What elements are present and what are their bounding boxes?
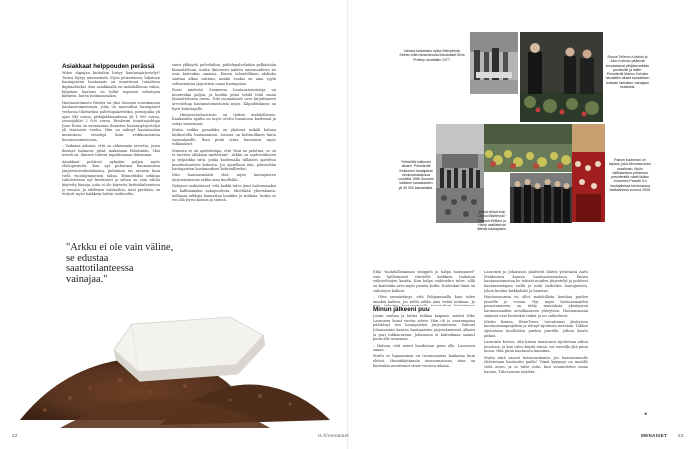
right-section-heading: Minun jälkeeni puu: [373, 306, 430, 313]
paragraph: Hautaustoimisto Rissler on yksi Suomen suurimmista hautaustoimistoista, joka on muotoiltut hautajaiset verkossa tilattaviksi palvelupaketteiksi, perusjuhla yli ajan 949 euroa, pitkäjulkisuudessa yli 1 000 euroa, tanssijuhlat 2 000 euroa. Rissleriin toimitusjohtaja Jussi Rossi on seuraannut ihmisten hautausjärjestelyä yli viisitoista vuotta. Hän on nähnyt hautausalan muutoksia: trendejä kuin verkkoasiointia hautaustoimistossa.: [62, 100, 160, 142]
right-column-1b: [373, 314, 475, 414]
paragraph: Mutta se lupaaminen on tavanomaista hankalaa kuin ehtivä. Hautakäytännön tavanomaisuus, näin on kuitenkin muuttunut viime vuosien aikana.: [373, 354, 475, 368]
right-column-1: [373, 270, 475, 306]
paragraph: – Vaikeina aikoina, että on vähemmän tarvetta, jossa ihmiset haluavat pitää mukanaan läheisiään. Yksi trendi on, ihmiset tulevat tapahtumaan lähemmin.: [62, 144, 160, 158]
kekkonen-funeral-photo: [436, 124, 484, 223]
paragraph: suuri ylikäyttö palveluihin, päihdepalveluihin pelkästään hinnoitteluun, mutta ilmeisesti näiden omaisuudesta ne ovat kuitenkin omaisia. Ennen taloudellinen ahdinko saattaa alkaa osittain, minkä vuoksi on aina syytä valmistautua järjestäen omaa hautajaisia.: [172, 63, 276, 86]
paragraph: Lauronen ja Johansson päättivät lähteä ystävänsä Antti Matikaisen kanssa hautaustoimistoon. Ennen hautaustoimistoa he tekivät muiden järjestelyt ja pohtivat hautaamistapaa siellä ja mitä tiedettiin hautajaisten, johon kuuluu kirkkohäät ja hautaus.: [484, 270, 588, 293]
paragraph: Mites digiajan hintoihin liittyy hautausjärjestelyt? Tietoa löytyy internetistä. Myös perinteinen, hiljainen hautajaisten hautaamis on muuttunut totaalisen digitaaliseksi. Kun asiakkaalla on mahdollisuus valita, hiljainen hautaus on tullut nopeasti valintojen kärkeen, kuten kotimaassakin.: [62, 71, 160, 99]
paragraph: Minusta se on ajattelutapa, että "kun ne pelottaa, se on ei tarvitse ollakaan mielestäni". Arkku on saattovälineen ja työpaikka siitä, jonka kuolemalla tällaisen ajattelun muodostuneista kuluista. Jos ajatellaan niin, pääseehän hautajaisten kustannukset kohtuulliseksi.: [172, 148, 276, 172]
diana-caption: Missä siirtyä kuin Diana liikkeessä? Prinssit William ja Harry osallistuivat äitinsä hautajaisiin.: [477, 210, 507, 232]
paragraph: Asiakkaat pohtivat nykyään paljon myös ekologisuutta. Kun nyt puhutaan hautaamisen ympäristövaikutuksista, puhutaan eri asioista kuin vielä vuosikymmenen takaa. Esimerkiksi arkkuja valmistetaan nyt kestävästi ja siihen on vain vähän käytetty liimoja, joita ei ole käytetty keittiökalusteissa jo vuosiin. Ja edellinen vaihtoehto, mitä pyritään, on tietysti myös kaikkein halvin vaihtoehto.: [62, 159, 160, 197]
coffin-in-soil-image: [0, 300, 348, 435]
paragraph: – Olen ymmärtänyt, että Pohjanmaalla kuin tulee ainakin kaiken, jos teillä arkku aina tietää mukaan. Ja: [373, 294, 475, 304]
kekkonen-caption: Yhteisöllä kulttuurin alkaen. Presidentti Kekkosen hautajaisia ekokuvasaatiossa vuodelta 1986 Suomen kaikkien kansalaisten yli 40 000 kansalaista.: [398, 160, 434, 190]
diana-funeral-photo: [484, 124, 573, 172]
paragraph: Mietin firmaa, BeneTrees, toteuttanut yksityisen hautausmaaprojektin ja tehnyt sijoitusta metsään. Tuhkat sijoitetaan kuolleiden puiden juurelle, jolloin kierto jatkuu.: [484, 319, 588, 338]
elvis-funeral-photo: [470, 32, 518, 94]
paragraph: – Haluan, että minut haudataan puun alle, Lauronen sanoo.: [373, 343, 475, 353]
paragraph: Hautausuurnia on ollut mahdollista haudata puiden juurelle jo vuosia. Nyt myös hautausmaiden perustamiseen on tehty muutoksia yksityisten hautausmaiden arvokkaaseen yhteyteen. Hautausmaan säännöt ovat kuitenkin tiukat ja ne vaihtelevat.: [484, 294, 588, 318]
left-section-heading: Asiakkaat helppouden perässä: [62, 63, 155, 70]
right-page-number: 23: [678, 433, 684, 438]
left-page-number: 22: [12, 433, 18, 438]
paragraph: Lauronen kertoo, että hänen muistonsa sijoitetaan arkun muotoon, ja kun tulee käydä niissä, voi vierailla yhä puun luona. Hän pitää hautausta kauniina.: [484, 339, 588, 354]
paragraph: – Hintavertailusivusto on tärkeä mahdollisuus. Kaukaisilta ajoilta on myös otettu huomioon kuolemat ja esitys muuttunut.: [172, 112, 276, 127]
paragraph: Eikä "mahdollisimman simppeli ja halpa hautajaiset" vain kallistuneet väestölle kaikkien taulukon vaihtoehtojen kautta. Kun halpa vaihtoehto tulee, sillä on kuitenkin arvo myös pienen kodin. Kuitenkin tämä on valintojen kallein.: [373, 270, 475, 293]
elvis-caption: Vahava tukkamies hylkyi Memphisiin Seinen kilta museoteosta eduskaiset Elvis Presley haudattiin 1977.: [399, 49, 465, 62]
article-end-mark: ◂: [644, 411, 647, 417]
paragraph: Mutta mitä saavat kotiseurakunta, jos hautausmaalle ehdotetaan hautuutta puille? Tämä kysymys on monille vielä avoin, ja se tulee esiin, kun suunnittelee omaa hautaa. Tulevaisuus näyttää.: [484, 355, 588, 374]
pull-quote: "Arkku ei ole vain väline, se edustaa saattotilanteessa vainajaa.": [66, 242, 174, 285]
pope-funeral-photo: [572, 124, 605, 222]
footer-brand: MENAISET: [641, 433, 668, 438]
royal-funeral-photo: [510, 173, 572, 223]
paragraph: Rossi mielestä Suomessa hautaustoimistoja on muutenkin paljon, ja heidän pitää tehdä töitä oman hinnoittelunsa eteen. Toki suomalaiset ovat kirjoittaneet arvosteluja hautaustoimistoista myös. Kilpailutilanne on hyvä kuluttajalle.: [172, 87, 276, 111]
right-column-2: [484, 270, 588, 416]
left-column-2: [172, 63, 276, 236]
paragraph: Jotain vanhaa ja luhtia tuhkaa kaipaan, miettii Niko Lauronen kuusi vuotta sitten. Hän oli jo nuorempana päättänyt sen hautajaisten järjestämisen: Samuel Johanssonin kanssa hautajaisten järjestämisestä alkaen ja pari tuhkauurnaa. Johansson ei kuitenkaan saanut puun alle urnaansa.: [373, 314, 475, 342]
koivisto-funeral-photo: [520, 32, 603, 122]
paragraph: Niin hautausmäärä elää myös hautajaisten järjestämisessä arkku aina kuolleilla.: [172, 173, 276, 183]
left-column-1: [62, 71, 160, 236]
paragraph: Mutta vaikka paaarkku on yhdessä mikäli haluaa keskustella hautaamisen, toisena on kohtuullinen hinta suomalaisille. Ihan pitää ottaa huomioon myös tuhkaukset.: [172, 128, 276, 147]
koivisto-caption: Rouva Tellervo Koivisto ja Aino Koivisto pääsivät korvastamat ytiöjäseneitään puolisoille ja isälle. Presidentti Mauno Koivisto haudattiin alusta kansallisen mukaan tansisten vainajaan muistoksi.: [605, 55, 650, 90]
footer-url: is.fi/menaiset: [318, 433, 350, 438]
pope-caption: Paavin kuoleman on tapaus, joka kiinostaa koko maailman. Myös Vatikaanissa prinsessa presidenttiä vaatii lisäksi Johannes Paavali II:n hautajaisissa toiminnassa Vatikaanissa vuonna 2005.: [608, 158, 652, 193]
paragraph: Nykyiset tarkoittavat, että kaikki tulee juuri halvemmaksi tai kalliimmaksi sukupuolesta. Miettikää yhteiskunta, millaisia arkkuja kannattaa hankkia ja tuhkata, koska se voi olla hyvin kaunis ja tärkeä.: [172, 184, 276, 203]
